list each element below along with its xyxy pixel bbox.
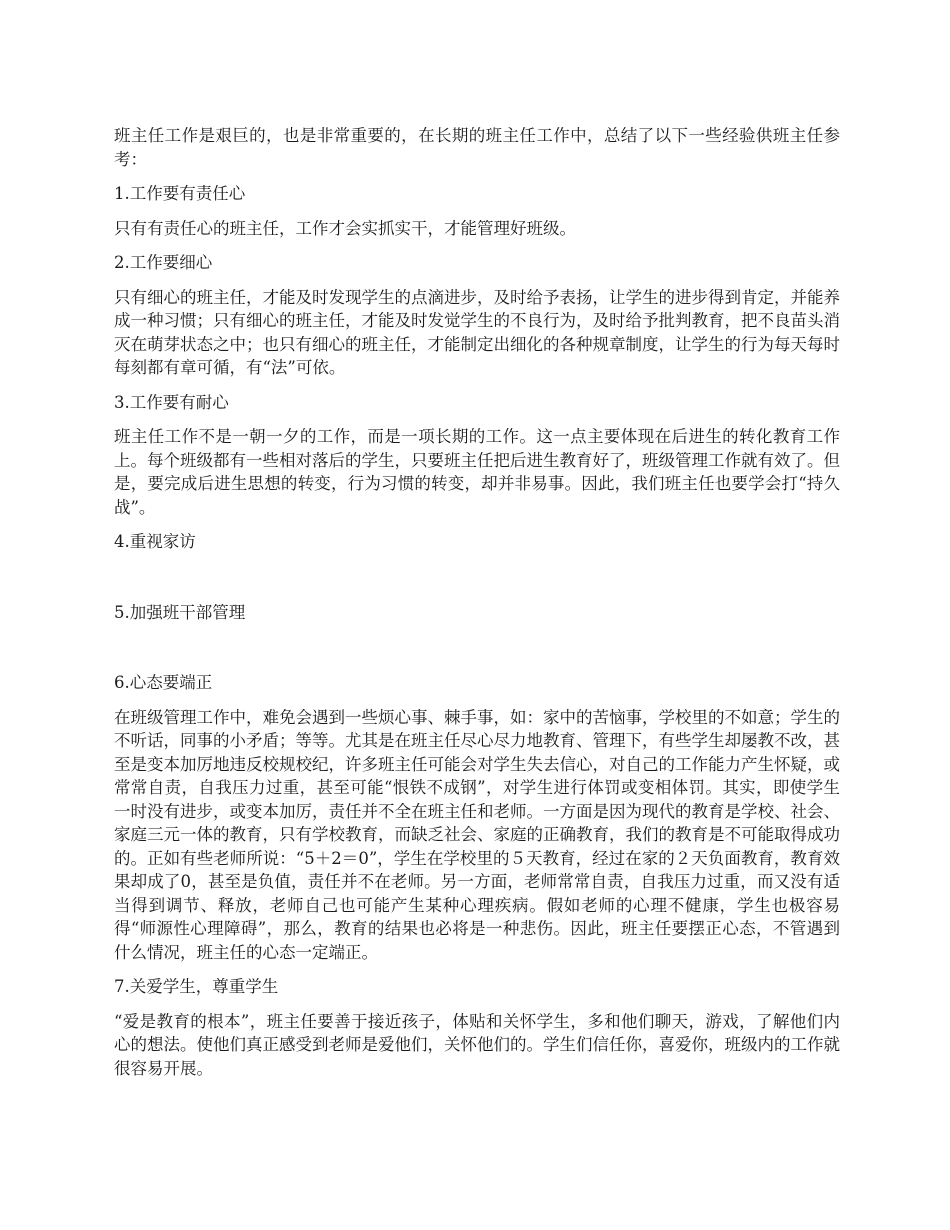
section-5-heading: 5.加强班干部管理: [114, 602, 246, 622]
section-1-heading: 1.工作要有责任心: [114, 184, 246, 203]
section-1-body: 只有有责任心的班主任，工作才会实抓实干，才能管理好班级。: [114, 218, 576, 238]
section-2-body: 只有细心的班主任，才能及时发现学生的点滴进步，及时给予表扬，让学生的进步得到肯定，并能养成一种习惯；只有细心的班主任，才能及时发觉学生的不良行为，及时给予批判教育，把不良苗头消灭在萌芽状态之中；也只有细心的班主任，才能制定出细化的各种规章制度，让学生的行为每天每时每刻都有章可循，有“法”可依。: [114, 287, 840, 377]
section-7-heading: 7.关爱学生，尊重学生: [114, 977, 279, 996]
intro-paragraph: 班主任工作是艰巨的，也是非常重要的，在长期的班主任工作中，总结了以下一些经验供班主任参考：: [114, 126, 840, 169]
section-6-body: 在班级管理工作中，难免会遇到一些烦心事、棘手事，如：家中的苦恼事，学校里的不如意；学生的不听话，同事的小矛盾；等等。尤其是在班主任尽心尽力地教育、管理下，有些学生却屡教不改，甚至是变本加厉地违反校规校纪，许多班主任可能会对学生失去信心，对自己的工作能力产生怀疑，或常常自责，自我压力过重，甚至可能“恨铁不成钢”，对学生进行体罚或变相体罚。其实，即使学生一时没有进步，或变本加厉，责任并不全在班主任和老师。一方面是因为现代的教育是学校、社会、家庭三元一体的教育，只有学校教育，而缺乏社会、家庭的正确教育，我们的教育是不可能取得成功的。正如有些老师所说：“5＋2＝0”，学生在学校里的５天教育，经过在家的２天负面教育，教育效果却成了0，甚至是负值，责任并不在老师。另一方面，老师常常自责，自我压力过重，而又没有适当得到调节、释放，老师自己也可能产生某种心理疾病。假如老师的心理不健康，学生也极容易得“师源性心理障碍”，那么，教育的结果也必将是一种悲伤。因此，班主任要摆正心态，不管遇到什么情况，班主任的心态一定端正。: [114, 707, 840, 962]
document-page: [114, 124, 840, 1091]
section-3-heading: 3.工作要有耐心: [114, 392, 229, 412]
section-4-heading: 4.重视家访: [114, 532, 196, 551]
section-3-body: 班主任工作不是一朝一夕的工作，而是一项长期的工作。这一点主要体现在后进生的转化教育工作上。每个班级都有一些相对落后的学生，只要班主任把后进生教育好了，班级管理工作就有效了。但是，要完成后进生思想的转变，行为习惯的转变，却并非易事。因此，我们班主任也要学会打“持久战”。: [114, 427, 840, 517]
section-7-body: “爱是教育的根本”，班主任要善于接近孩子，体贴和关怀学生，多和他们聊天，游戏，了解他们内心的想法。使他们真正感受到老师是爱他们，关怀他们的。学生们信任你，喜爱你，班级内的工作就很容易开展。: [114, 1011, 840, 1078]
section-6-heading: 6.心态要端正: [114, 673, 213, 692]
section-2-heading: 2.工作要细心: [114, 253, 213, 272]
